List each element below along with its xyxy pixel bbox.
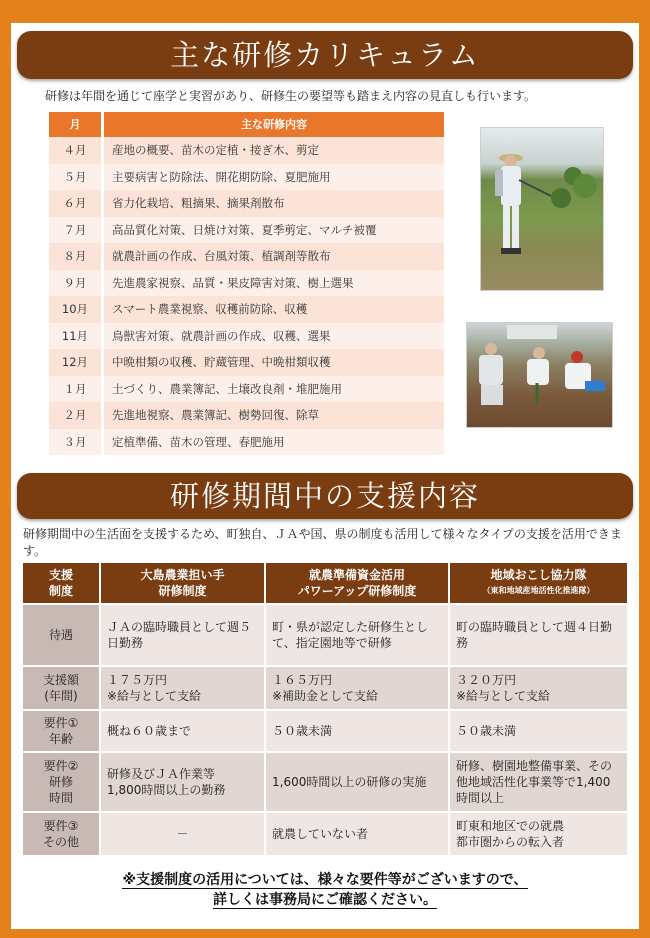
powerup-program-header: 就農準備資金活用 パワーアップ研修制度: [266, 563, 450, 605]
content-cell: 先進地視察、農業簿記、樹勢回復、除草: [112, 408, 319, 422]
row-label: 要件② 研修 時間: [23, 753, 101, 813]
support-row-treatment: [23, 605, 627, 667]
row-label: 支援額 (年間): [23, 667, 101, 711]
content-cell: 産地の概要、苗木の定植・接ぎ木、剪定: [112, 143, 319, 157]
content-cell: 高品質化対策、日焼け対策、夏季剪定、マルチ被覆: [112, 222, 377, 237]
month-cell: ５月: [49, 164, 104, 191]
month-header: 月: [49, 112, 104, 137]
row-label: 要件① 年齢: [23, 711, 101, 753]
support-row-age: [23, 711, 627, 753]
support-row-hours: [23, 753, 627, 813]
cell: －: [101, 813, 266, 857]
cell: １７５万円 ※給与として支給: [101, 667, 266, 711]
cell: ５０歳未満: [450, 711, 627, 753]
content-cell: 就農計画の作成、台風対策、植調剤等散布: [112, 249, 331, 263]
row-label: 要件③ その他: [23, 813, 101, 857]
month-cell: 10月: [49, 296, 104, 323]
support-title: 研修期間中の支援内容: [17, 473, 633, 519]
cell: ５０歳未満: [266, 711, 450, 753]
content-cell: スマート農業視察、収穫前防除、収穫: [112, 302, 308, 316]
row-label: 待遇: [23, 605, 101, 667]
curriculum-row: [49, 296, 444, 323]
footer-note-line2: 詳しくは事務局にご確認ください。: [213, 892, 437, 908]
content-cell: 中晩柑類の収穫、貯蔵管理、中晩柑類収穫: [112, 355, 331, 369]
cell: 就農していない者: [266, 813, 450, 857]
flyer-page: [11, 23, 639, 929]
support-row-other: [23, 813, 627, 857]
regional-revitalization-header: 地域おこし協力隊 （東和地域産地活性化推進隊）: [450, 563, 627, 605]
curriculum-row: [49, 243, 444, 270]
content-cell: 主要病害と防除法、開花期防除、夏肥施用: [112, 169, 331, 184]
support-intro: 研修期間中の生活面を支援するため、町独自、ＪＡや国、県の制度も活用して様々なタイプの支援を活用できます。: [23, 527, 622, 558]
curriculum-header-row: [49, 112, 444, 137]
curriculum-row: [49, 137, 444, 164]
curriculum-row: [49, 323, 444, 350]
planting-figures-illustration: [467, 323, 612, 427]
cell: 町の臨時職員として週４日勤務: [450, 605, 627, 667]
support-header-row: [23, 563, 627, 605]
curriculum-row: [49, 217, 444, 244]
month-cell: 12月: [49, 349, 104, 376]
month-cell: ２月: [49, 402, 104, 429]
curriculum-row: [49, 402, 444, 429]
curriculum-row: [49, 429, 444, 456]
curriculum-row: [49, 376, 444, 403]
curriculum-table: [49, 112, 444, 455]
month-cell: ７月: [49, 217, 104, 244]
content-cell: 先進農家視察、品質・果皮障害対策、樹上選果: [112, 275, 354, 290]
cell: 概ね６０歳まで: [101, 711, 266, 753]
cell: ３２０万円 ※給与として支給: [450, 667, 627, 711]
month-cell: 11月: [49, 323, 104, 350]
cell: 1,600時間以上の研修の実施: [266, 753, 450, 813]
cell: 研修、樹園地整備事業、その他地域活性化事業等で1,400時間以上: [450, 753, 627, 813]
month-cell: ８月: [49, 243, 104, 270]
content-cell: 鳥獣害対策、就農計画の作成、収穫、選果: [112, 328, 331, 343]
curriculum-row: [49, 190, 444, 217]
content-header: 主な研修内容: [241, 118, 307, 131]
curriculum-title: 主な研修カリキュラム: [17, 31, 633, 79]
curriculum-row: [49, 164, 444, 191]
support-row-amount: [23, 667, 627, 711]
oshima-program-header: 大島農業担い手 研修制度: [101, 563, 266, 605]
cell: 研修及びＪＡ作業等 1,800時間以上の勤務: [101, 753, 266, 813]
planting-training-photo: [466, 322, 613, 428]
orchard-spraying-photo: [480, 127, 604, 291]
spraying-figure-illustration: [481, 128, 603, 290]
curriculum-row: [49, 349, 444, 376]
curriculum-intro: 研修は年間を通じて座学と実習があり、研修生の要望等も踏まえ内容の見直しも行います。: [45, 89, 537, 103]
cell: 町東和地区での就農 都市圏からの転入者: [450, 813, 627, 857]
content-cell: 土づくり、農業簿記、土壌改良剤・堆肥施用: [112, 381, 342, 396]
month-cell: ３月: [49, 429, 104, 456]
month-cell: ４月: [49, 137, 104, 164]
footer-note-line1: ※支援制度の活用については、様々な要件等がございますので、: [122, 872, 528, 888]
system-header: 支援 制度: [23, 563, 101, 605]
month-cell: ９月: [49, 270, 104, 297]
month-cell: １月: [49, 376, 104, 403]
content-cell: 省力化栽培、粗摘果、摘果剤散布: [112, 196, 285, 210]
support-table: [23, 563, 627, 857]
month-cell: ６月: [49, 190, 104, 217]
cell: ＪＡの臨時職員として週５日勤務: [101, 605, 266, 667]
cell: １６５万円 ※補助金として支給: [266, 667, 450, 711]
cell: 町・県が認定した研修生として、指定園地等で研修: [266, 605, 450, 667]
curriculum-row: [49, 270, 444, 297]
content-cell: 定植準備、苗木の管理、春肥施用: [112, 434, 285, 449]
